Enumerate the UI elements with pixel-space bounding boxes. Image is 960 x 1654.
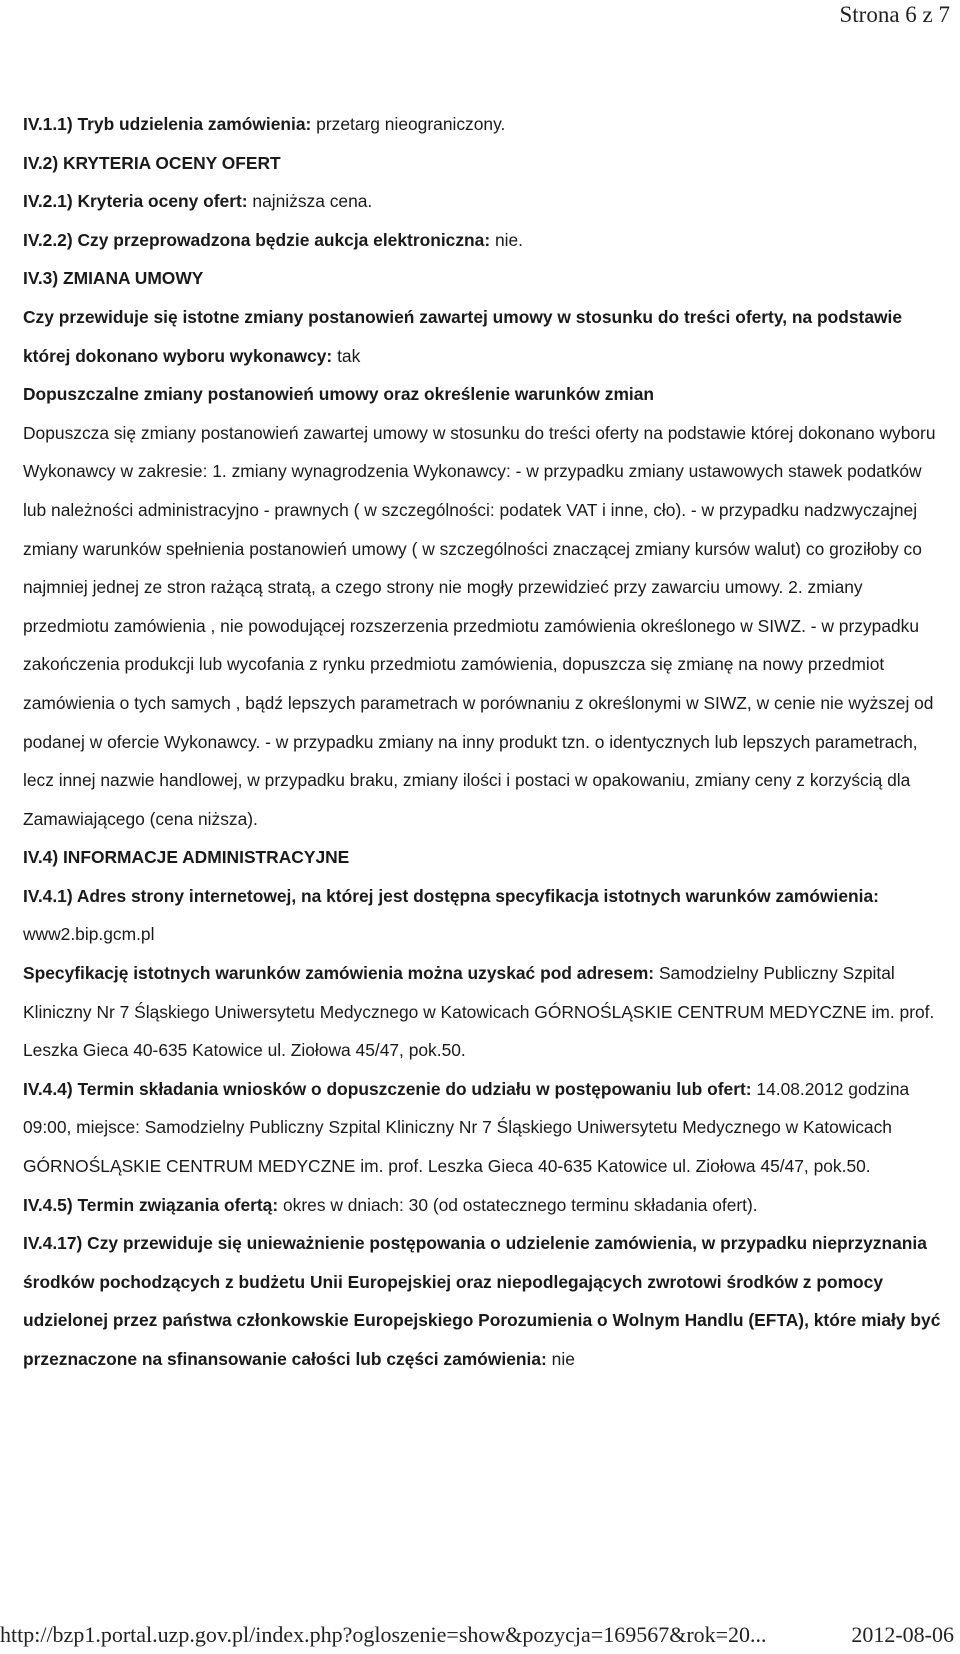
field-label: Czy przewiduje się istotne zmiany postanowień zawartej umowy w stosunku do treści oferty, na podstawie której dokonano wyboru wykonawcy: [23,306,903,366]
page-footer [0,1622,960,1654]
section-iv-3-question [23,298,945,375]
field-label: IV.4.4) Termin składania wniosków o dopuszczenie do udziału w postępowaniu lub ofert: [23,1078,752,1099]
field-label: IV.4.1) Adres strony internetowej, na której jest dostępna specyfikacja istotnych warunków zamówienia: [23,885,879,906]
section-iv-1-1 [23,105,945,144]
field-value: nie. [490,229,523,250]
field-value: tak [332,345,361,366]
page-number: Strona 6 z 7 [839,2,950,27]
footer-url: http://bzp1.portal.uzp.gov.pl/index.php?ogloszenie=show&pozycja=169567&rok=20... [0,1622,767,1647]
field-value: najniższa cena. [247,191,373,212]
section-iv-4-1 [23,877,945,954]
field-label: IV.2.1) Kryteria oceny ofert: [23,191,248,212]
section-iv-4-4 [23,1070,945,1186]
field-value: nie [546,1349,575,1369]
field-label: IV.2.2) Czy przeprowadzona będzie aukcja elektroniczna: [23,229,491,250]
field-value: przetarg nieograniczony. [311,114,506,134]
section-iv-4-heading: IV.4) INFORMACJE ADMINISTRACYJNE [23,847,350,868]
field-label: Specyfikację istotnych warunków zamówienia można uzyskać pod adresem: [23,963,655,984]
field-label: IV.4.17) Czy przewiduje się unieważnienie postępowania o udzielenie zamówienia, w przypadku nieprzyznania środków pochodzących z budżetu Unii Europejskiej oraz niepodlegających zwrotowi środków z pomocy udzielonej przez państwa członkowskie Europejskiego Porozumienia o Wolnym Handlu (EFTA), które miały być przeznaczone na sfinansowanie całości lub części zamówienia: [23,1233,941,1369]
footer-date: 2012-08-06 [845,1622,954,1648]
section-iv-4-17 [23,1224,945,1378]
section-iv-2-heading: IV.2) KRYTERIA OCENY OFERT [23,152,281,173]
section-iv-2-2 [23,221,945,260]
field-label: IV.4.5) Termin związania ofertą: [23,1194,279,1215]
section-iv-3-heading: IV.3) ZMIANA UMOWY [23,268,204,289]
section-iv-4-5 [23,1186,945,1225]
field-value: 14.08.2012 godzina 09:00, miejsce: Samodzielny Publiczny Szpital Kliniczny Nr 7 Śląskiego Uniwersytetu Medycznego w Katowicach GÓRNOŚLĄSKIE CENTRUM MEDYCZNE im. prof. Leszka Gieca 40-635 Katowice ul. Ziołowa 45/47, pok.50. [23,1078,910,1177]
section-iv-2-1 [23,182,945,221]
notice-content [23,105,945,1379]
field-label: IV.1.1) Tryb udzielenia zamówienia: [23,114,312,134]
field-value: Samodzielny Publiczny Szpital Kliniczny Nr 7 Śląskiego Uniwersytetu Medycznego w Katowicach GÓRNOŚLĄSKIE CENTRUM MEDYCZNE im. prof. Leszka Gieca 40-635 Katowice ul. Ziołowa 45/47, pok.50. [23,963,935,1061]
siwz-address [23,954,945,1070]
field-value: www2.bip.gcm.pl [23,924,155,945]
allowed-changes-text: Dopuszcza się zmiany postanowień zawartej umowy w stosunku do treści oferty na podstawie której dokonano wyboru Wykonawcy w zakresie: 1. zmiany wynagrodzenia Wykonawcy: - w przypadku zmiany ustawowych stawek podatków lub należności administracyjno - prawnych ( w szczególności: podatek VAT i inne, cło). - w przypadku nadzwyczajnej zmiany warunków spełnienia postanowień umowy ( w szczególności znaczącej zmiany kursów walut) co groziłoby co najmniej jednej ze stron rażącą stratą, a czego strony nie mogły przewidzieć przy zawarciu umowy. 2. zmiany przedmiotu zamówienia , nie powodującej rozszerzenia przedmiotu zamówienia określonego w SIWZ. - w przypadku zakończenia produkcji lub wycofania z rynku przedmiotu zamówienia, dopuszcza się zmianę na nowy przedmiot zamówienia o tych samych , bądź lepszych parametrach w porównaniu z określonymi w SIWZ, w cenie nie wyższej od podanej w ofercie Wykonawcy. - w przypadku zmiany na inny produkt tzn. o identycznych lub lepszych parametrach, lecz innej nazwie handlowej, w przypadku braku, zmiany ilości i postaci w opakowaniu, zmiany ceny z korzyścią dla Zamawiającego (cena niższa). [23,422,936,829]
field-value: okres w dniach: 30 (od ostatecznego terminu składania ofert). [278,1194,758,1215]
allowed-changes-heading: Dopuszczalne zmiany postanowień umowy oraz określenie warunków zmian [23,384,655,405]
